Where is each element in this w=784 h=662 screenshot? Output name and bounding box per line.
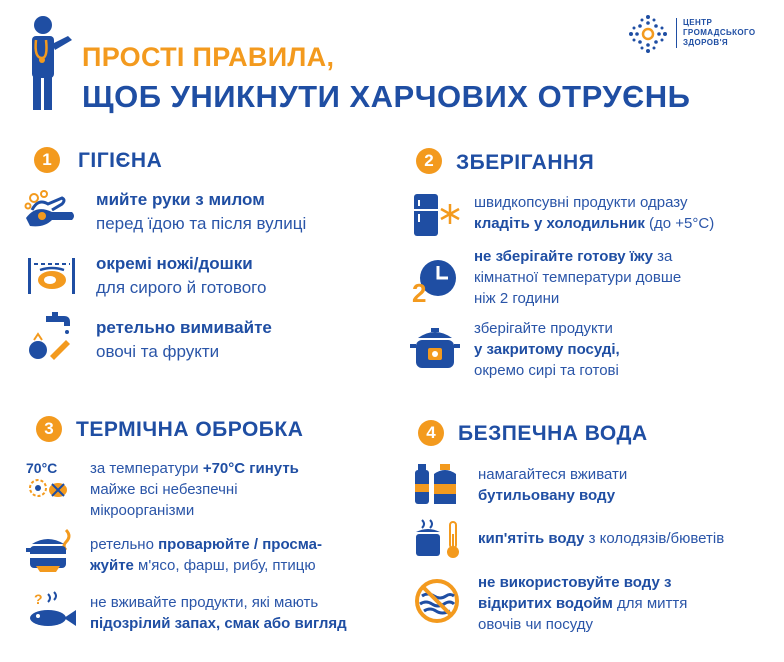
spoiled-fish-icon — [26, 590, 78, 635]
temperature-label: 70°C — [26, 460, 58, 476]
water-bottles-icon — [414, 462, 460, 511]
logo-text: ЦЕНТР ГРОМАДСЬКОГО ЗДОРОВ'Я — [676, 18, 756, 48]
water-item-1: намагайтеся вживати бутильовану воду — [478, 466, 628, 504]
fridge-snowflake-icon — [412, 192, 462, 245]
section-4-title: БЕЗПЕЧНА ВОДА — [458, 422, 648, 445]
clock-label: 2 — [412, 278, 427, 308]
svg-text:?: ? — [34, 591, 43, 607]
no-open-water-icon — [414, 578, 460, 629]
storage-item-2: не зберігайте готову їжу за кімнатної температури довше ніж 2 години — [474, 248, 682, 307]
title-line-1: ПРОСТІ ПРАВИЛА, — [82, 42, 335, 72]
storage-item-1: швидкопсувні продукти одразу кладіть у холодильник (до +5°C) — [474, 194, 715, 232]
thermal-item-3: не вживайте продукти, які мають підозрілий запах, смак або вигляд — [90, 594, 347, 632]
doctor-icon — [22, 14, 77, 117]
section-1-title: ГІГІЄНА — [78, 149, 163, 172]
hand-washing-icon — [22, 190, 78, 241]
knife-board-icon — [24, 254, 80, 303]
section-3-title: ТЕРМІЧНА ОБРОБКА — [76, 418, 304, 441]
thermal-item-1: за температури +70°C гинуть майже всі небезпечні мікроорганізми — [90, 460, 299, 519]
hygiene-item-1: мийте руки з милом перед їдою та після вулиці — [96, 190, 307, 233]
thermal-item-2: ретельно проварюйте / просма- жуйте м'ясо, фарш, рибу, птицю — [90, 536, 322, 574]
section-2-title: ЗБЕРІГАННЯ — [456, 151, 595, 174]
title-line-2: ЩОБ УНИКНУТИ ХАРЧОВИХ ОТРУЄНЬ — [82, 79, 691, 114]
faucet-vegetables-icon — [24, 312, 76, 369]
section-2-badge: 2 — [416, 148, 442, 174]
boiling-pot-thermometer-icon — [414, 518, 462, 565]
hygiene-item-2: окремі ножі/дошки для сирого й готового — [96, 254, 267, 297]
public-health-center-logo-icon — [628, 14, 668, 59]
storage-item-3: зберігайте продукти у закритому посуді, окремо сирі та готові — [474, 320, 620, 379]
germs-temperature-icon — [26, 460, 74, 502]
closed-pot-icon — [410, 326, 460, 379]
section-1-badge: 1 — [34, 147, 60, 173]
clock-two-hours-icon — [410, 258, 460, 309]
cooking-pot-icon — [26, 528, 78, 579]
hygiene-item-3: ретельно вимивайте овочі та фрукти — [96, 318, 272, 361]
water-item-2: кип'ятіть воду з колодязів/бюветів — [478, 530, 725, 547]
section-3-badge: 3 — [36, 416, 62, 442]
section-4-badge: 4 — [418, 420, 444, 446]
water-item-3: не використовуйте воду з відкритих водойм для миття овочів чи посуду — [478, 574, 688, 633]
